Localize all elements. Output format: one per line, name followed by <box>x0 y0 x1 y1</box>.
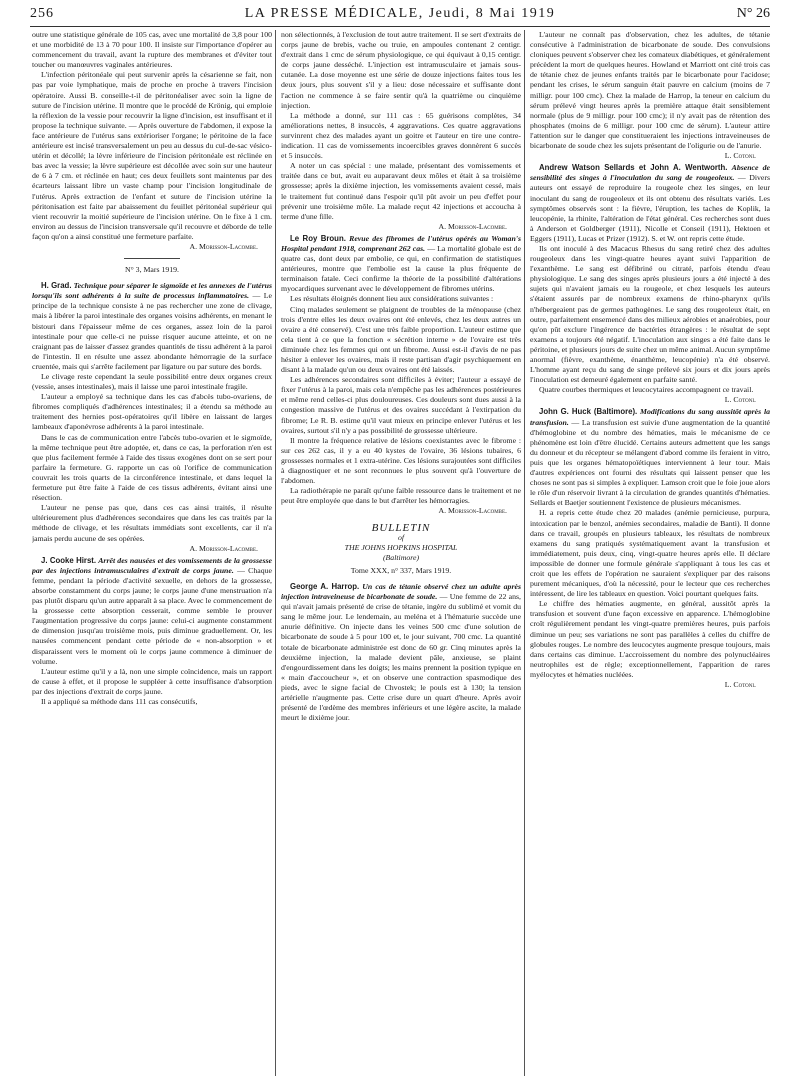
column-1 <box>32 30 272 1078</box>
bulletin-heading: BULLETIN <box>371 521 431 534</box>
paragraph: Cinq malades seulement se plaignent de troubles de la ménopause (chez trois d'entre elles les deux ovaires ont été enlevés, chez les deux autres un ovaire a été conservé). C'est une très faible proportion. L'auteur estime que cela tient à ce que la fonction « sécrétion interne » de l'ovaire est très diminuée chez les femmes qui ont un fibrome. Aussi est-il d'avis de ne pas hésiter à enlever les ovaires, mais il reste partisan d'agir psychiquement en disant à la malade qu'un ou deux ovaires ont été laissés. <box>281 304 521 375</box>
signature: L. Cotoni. <box>724 680 756 689</box>
paragraph: Quatre courbes thermiques et leucocytaires accompagnent ce travail. <box>539 385 754 395</box>
column-divider <box>275 30 276 1076</box>
article <box>32 556 272 667</box>
article-author: George A. Harrop. <box>290 581 360 591</box>
signature: A. Morisson-Lacombe. <box>438 506 507 516</box>
paragraph: outre une statistique générale de 105 cas, avec une mortalité de 3,8 pour 100 et une morbidité de 13 à 70 pour 100. Il insiste sur l'importance d'opérer au commencement du travail, avant la rupture des membranes et d'éviter tout toucher ou manœuvres vaginales antérieures. <box>32 30 272 70</box>
paragraph: non sélectionnés, à l'exclusion de tout autre traitement. Il se sert d'extraits de corps jaune de brebis, vache ou truie, en ampoules contenant 2 centigr. d'extrait dans 1 cmc de sérum physiologique, ce qui équivaut à 0,15 centigr. de corps jaune desséché. L'injection est intramusculaire et jamais sous-cutanée. La dose moyenne est une série de douze injections faites tous les deux jours, plus souvent s'il y a lieu: dose nécessaire et suffisante dont l'action ne commence à se faire sentir qu'à la quatrième ou cinquième injection. <box>281 30 521 110</box>
paragraph: L'infection péritonéale qui peut survenir après la césarienne se fait, non pas par voie lymphatique, mais de proche en proche à travers l'incision opératoire. Aussi B. conseille-t-il de péritonéaliser avec soin la ligne de suture de l'incision utérine. Il montre que le procédé de Krönig, qui emploie la réflexion de la vessie pour recouvrir la ligne d'incision, est insuffisant et il propose la technique suivante. — Après ouverture de l'abdomen, il expose la face antérieure de l'utérus sans extérioriser l'organe; le péritoine de la face antérieure est incisé transversalement un peu au dessus du cul-de-sac vésico-utérin et décollé; la lèvre inférieure de l'incision péritonéale est réclinée en bas avec la vessie; la lèvre supérieure est décollée avec soin sur une hauteur de 6 à 7 cm. et réclinée en haut; ces deux feuillets sont maintenus par des écarteurs laissant libre un vaste champ pour l'incision longitudinale de l'utérus. Après extraction de l'enfant et suture de l'incision utérine la péritonisation est faite par abaissement du feuillet péritonéal supérieur qui vient recouvrir la moitié supérieure de l'incision utérine. On le fixe à 1 cm. environ au dessus de l'incision transversale qu'il recouvre et déborde de telle façon qu'on a ainsi constitué une fermeture parfaite. <box>32 70 272 241</box>
article-title: Technique pour séparer le sigmoïde et les annexes de l'utérus lorsqu'ils sont adhérents à la suite de processus inflammatoires. <box>32 281 272 301</box>
article-author: Le Roy Broun. <box>290 233 346 243</box>
paragraph: L'auteur ne connaît pas d'observation, chez les adultes, de tétanie consécutive à l'administration de bicarbonate de soude. Des convulsions cloniques peuvent s'observer chez les comateux diabétiques, et généralement précèdent la mort de quelques heures. Howland et Marriott ont cité trois cas de tétanie chez de jeunes enfants traités par le bicarbonate pour l'acidose; pendant les crises, le sérum sanguin était pauvre en calcium (moins de 7 milligr. pour 100 cmc). Chez la malade de Harrop, la teneur en calcium du sérum prélevé vingt heures après la première attaque était sensiblement normale (plus de 9 milligr. pour 100 cmc); il n'y avait pas de rétention des phosphates (moins de 6 milligr. pour 100 cmc de sérum). L'auteur attire l'attention sur le danger que constitueraient les injections intraveineuses de bicarbonate de soude chez les sujets présentant de l'oligurie ou de l'anurie. <box>530 30 770 151</box>
paragraph: Ils ont inoculé à des Macacus Rhesus du sang retiré chez des adultes rougeoleux dans les vingt-quatre heures ayant suivi l'apparition de l'exanthème. Le sang est défibriné ou citraté, parfois étendu d'eau physiologique. Le sang des singes après plusieurs jours a été injecté à des sujets qui n'avaient jamais eu la rougeole, et chez lesquels les auteurs s'étaient assurés par de nombreux examens de rhino-pharynx qu'ils n'hébergeaient pas de germes pathogènes. Le sang des rougeoleux était, en outre, parfaitement ensemencé dans des milieux aérobies et anaérobies, pour qu'on pût exclure l'ingérence de bactéries étrangères : le résultat de sept examens a toujours été négatif. L'inoculation aux singes a été faite dans le péritoine, et plusieurs jours de suite chez un même animal. Aucun symptôme anormal (fièvre, exanthème, énanthème, leucopénie) n'a été observé. L'homme ayant reçu du sang de singe prélevé six jours et dix jours après l'inoculation est demeuré également en parfaite santé. <box>530 243 770 385</box>
article-author: John G. Huck (Baltimore). <box>539 407 638 417</box>
paragraph: L'auteur ne pense pas que, dans ces cas ainsi traités, il résulte ultérieurement plus d'adhérences secondaires que dans les cas traités par la méthode de clivage, et les résultats immédiats sont excellents, car il n'a jamais perdu aucune de ses opérées. <box>32 503 272 543</box>
paragraph: L'auteur a employé sa technique dans les cas d'abcès tubo-ovariens, de fibromes compliqués d'adhérences intestinales; il a étendu sa méthode au traitement des hernies post-opératoires qu'il libère en laissant de larges lambeaux d'aponévrose adhérents à la paroi intestinale. <box>32 392 272 432</box>
page-number: 256 <box>30 6 54 21</box>
paragraph: Il montre la fréquence relative de lésions coexistantes avec le fibrome : sur ces 262 cas, il y a eu 40 kystes de l'ovaire, 36 lésions tubaires, 6 grossesses normales et 1 extra-utérine. Ces lésions surajoutées sont difficiles à diagnostiquer et ne sont reconnues le plus souvent qu'à l'ouverture de l'abdomen. <box>281 435 521 486</box>
header-rule <box>30 26 770 27</box>
paragraph: La méthode a donné, sur 111 cas : 65 guérisons complètes, 34 améliorations nettes, 8 insuccès, 4 aggravations. Ces quatre aggravations survinrent chez des malades ayant un goitre et l'auteur en tire une contre-indication. 11 cas de vomissements incoercibles graves donnèrent 6 succès et 5 insuccès. <box>281 110 521 161</box>
article <box>530 163 770 244</box>
article-title: Absence de sensibilité des singes à l'inoculation du sang de rougeoleux. <box>530 163 770 183</box>
article-body: — La transfusion est suivie d'une augmentation de la quantité d'hémoglobine et du nombre des hématies, mais le mécanisme de ce phénomène est loin d'être élucidé. Certains auteurs admettent que les sangs du donneur et du récepteur se mélangent d'abord comme ils feraient in vitro, puis que les organes hématopoïétiques interviennent à leur tour. Mais d'autres expériences ont fourni des résultats qui laissent penser que les choses ne sont pas si simples à expliquer. Lamson croit que le foie joue alors le rôle d'un réservoir livrant à la circulation de grandes quantités d'hématies. Sellards et Baetjer soutiennent l'existence de plusieurs mécanismes. <box>530 417 770 508</box>
article-title: Arrêt des nausées et des vomissements de la grossesse par des injections intramusculaires d'extrait de corps jaune. <box>32 555 272 575</box>
article-title: Modifications du sang aussitôt après la transfusion. <box>530 407 770 427</box>
article-title: Un cas de tétanie observé chez un adulte après injection intraveineuse de bicarbonate de soude. <box>281 581 521 602</box>
paragraph: Il a appliqué sa méthode dans 111 cas consécutifs, <box>41 697 198 706</box>
signature: A. Morisson-Lacombe. <box>189 543 258 553</box>
paragraph: A noter un cas spécial : une malade, présentant des vomissements et traitée dans ce but, avait eu auparavant deux môles et était à sa troisième grossesse; après la dixième injection, les vomissements avaient cessé, mais le traitement fut continué dans l'espoir qu'il pût avoir un peu d'effet pour prévenir une troisième môle. La malade reçut 42 injections et accoucha à terme d'une fille. <box>281 161 521 221</box>
article-body: — Une femme de 22 ans, qui n'avait jamais présenté de crise de tétanie, ingère du sublimé et vomit du sang le même jour. Le lendemain, au meléna et à l'hématurie succède une anurie définitive. On injecte dans les veines 500 cmc d'une solution de bicarbonate de soude à 5 pour 100 et, le jour suivant, 700 cmc. La quantité totale de bicarbonate administrée est donc de 60 gr. Cinq minutes après la deuxième injection, la malade devient pâle, anxieuse, se plaint d'engourdissement dans les doigts; les mains prennent la position typique en « main d'accoucheur », et on observe une contraction spasmodique des pieds, avec le signe facial de Chvostek; le pouls est à 130; la tension artérielle n'augmente pas. Cette crise dure un quart d'heure. Après avoir présenté de l'œdème des membres inférieurs et une légère ascite, la malade meurt le dixième jour. <box>281 592 521 723</box>
article <box>530 407 770 508</box>
signature: L. Cotoni. <box>724 151 756 161</box>
paragraph: Le chiffre des hématies augmente, en général, aussitôt après la transfusion et souvent d'une façon excessive en apparence. L'hémoglobine croît régulièrement pendant les vingt-quatre premières heures, puis parfois diminue un peu; ses variations ne sont pas parallèles à celles du chiffre de globules rouges. Le nombre des leucocytes augmente presque toujours, mais dans certains cas diminue. L'accroissement du nombre des polynucléaires neutrophiles est de règle; exceptionnellement, l'apparition de rares myélocytes et hématies nucléées. <box>530 599 770 679</box>
bulletin-city: (Baltimore) <box>382 552 420 562</box>
column-2 <box>281 30 521 1078</box>
article <box>32 281 272 372</box>
journal-title: LA PRESSE MÉDICALE, Jeudi, 8 Mai 1919 <box>244 6 556 21</box>
issue-date: N° 3, Mars 1919. <box>124 265 179 275</box>
article-body: — Chaque femme, pendant la période d'activité sexuelle, en dehors de la grossesse, absorbe constamment du corps jaune; le corps jaune d'une menstruation n'a pas plutôt disparu qu'un autre apparaît à sa place. Avec le commencement de la grossesse cette absorption cesserait, comme semble le prouver l'augmentation progressive du corps jaune: celui-ci augmente constamment de dimension jusqu'au troisième mois, puis diminue graduellement. Or, les nausées commencent pendant cette période de « non-absorption » et disparaissent vers le moment où le corps jaune commence à diminuer de volume. <box>32 565 272 666</box>
article <box>281 234 521 295</box>
issue-date: Tome XXX, n° 337, Mars 1919. <box>350 565 452 575</box>
article-body: — Divers auteurs ont essayé de reproduire la rougeole chez les singes, en leur inoculant du sang de rougeoleux et ils ont obtenu des résultats variés. Les symptômes observés sont : la fièvre, l'éruption, les taches de Koplik, la leucopénie, la rhinite, l'altération de l'état général. Ces recherches sont dues à Anderson et Goldberger (1911), Nicolle et Conseil (1911), Hektoen et Eggers (1911), Lucas et Prizer (1912). S. et W. ont repris cette étude. <box>530 173 770 243</box>
paragraph: L'auteur estime qu'il y a là, non une simple coïncidence, mais un rapport de cause à effet, et il propose le suppléer à cette insuffisance d'absorption par des injections d'extrait de corps jaune. <box>32 666 272 696</box>
paragraph: La radiothérapie ne paraît qu'une faible ressource dans le traitement et ne peut être employée que dans le but d'arrêter les hémorragies. <box>281 486 521 506</box>
column-3 <box>530 30 770 1078</box>
article-title: Revue des fibromes de l'utérus opérés au Woman's Hospital pendant 1918, comprenant 262 cas. <box>281 233 521 253</box>
bulletin-hospital: THE JOHNS HOPKINS HOSPITAL <box>344 542 458 552</box>
article-author: Andrew Watson Sellards et John A. Wentworth. <box>539 163 728 173</box>
issue-number: N° 26 <box>736 6 770 21</box>
article-author: H. Grad. <box>41 281 72 291</box>
article-body: — Le principe de la technique consiste à ne pas rechercher une zone de clivage, mais à libérer la paroi intestinale des organes voisins adhérents, en menant le bistouri dans l'épaisseur même de ces organes, assez loin de la paroi intestinale pour que celle-ci ne puisse risquer aucune atteinte, et on ne craignant pas de laisser d'assez grandes quantités de tissu adhérent à la paroi de l'intestin. Il en résulte une assez abondante hémorragie de la surface cruentée, mais qui s'arrête facilement par ligature ou par suture des bords. <box>32 291 272 371</box>
section-rule <box>124 258 180 259</box>
paragraph: H. a repris cette étude chez 20 malades (anémie pernicieuse, purpura, intoxication par le benzol, anémies secondaires, maladie de Banti). Il donne dans ce travail, groupés en plusieurs tableaux, les résultats de nombreux examens du sang pratiqués systématiquement avant la transfusion et immédiatement, puis deux, cinq, vingt-quatre heures après elle. Il déclare impossible de donner une formule générale s'appliquant à tous les cas et croit que les effets de l'opération ne sauraient s'expliquer par des raisons purement mécaniques, d'où la nécessité, pour le lecteur que ces recherches intéressent, de lire les tableaux en question. Voici pourtant quelques faits. <box>530 508 770 599</box>
bulletin-of: of <box>397 532 405 542</box>
paragraph: Les résultats éloignés donnent lieu aux considérations suivantes : <box>290 294 494 304</box>
paragraph: Le clivage reste cependant la seule possibilité entre deux organes creux (vessie, anses intestinales), mais il laisse une paroi intestinale fragile. <box>32 372 272 392</box>
article-body: — La mortalité globale est de quatre cas, dont deux par embolie, ce qui, en confirmation de statistiques antérieures, montre que l'embolie est la cause la plus fréquente de terminaison fatale. Ceci confirme la théorie de la possibilité d'altérations myocardiques survenant avec le développement de fibromes utérins. <box>281 243 521 294</box>
paragraph: Les adhérences secondaires sont difficiles à éviter; l'auteur a essayé de fixer l'utérus à la paroi, mais cela n'empêche pas les adhérences postérieures et même rend celles-ci plus douloureuses. Ces douleurs sont dues aussi à la congestion massive de l'utérus et des ovaires succédant à l'extirpation du fibrome; Le R. B. estime qu'il vaut mieux en principe enlever l'utérus et les ovaires, surtout s'il n'y a pas possibilité de grossesse ultérieure. <box>281 375 521 435</box>
article-author: J. Cooke Hirst. <box>41 555 97 565</box>
signature: A. Morisson-Lacombe. <box>189 241 258 251</box>
signature: A. Morisson-Lacombe. <box>438 221 507 231</box>
signature: L. Cotoni. <box>724 395 756 405</box>
article <box>281 582 521 723</box>
paragraph: Dans le cas de communication entre l'abcès tubo-ovarien et le sigmoïde, la même technique peut être adoptée, et, dans ce cas, la perforation n'en est que plus facilement fermée à l'aide des tissus exogènes dont on se sert pour parfaire la fermeture. G. rapporte un cas où l'orifice de communication couvrait les trois quarts de la circonférence intestinale, et dans lequel la fermeture put être faite à l'aide de ces tissus adhérents, évitant ainsi une résection. <box>32 432 272 503</box>
column-divider <box>524 30 525 1076</box>
